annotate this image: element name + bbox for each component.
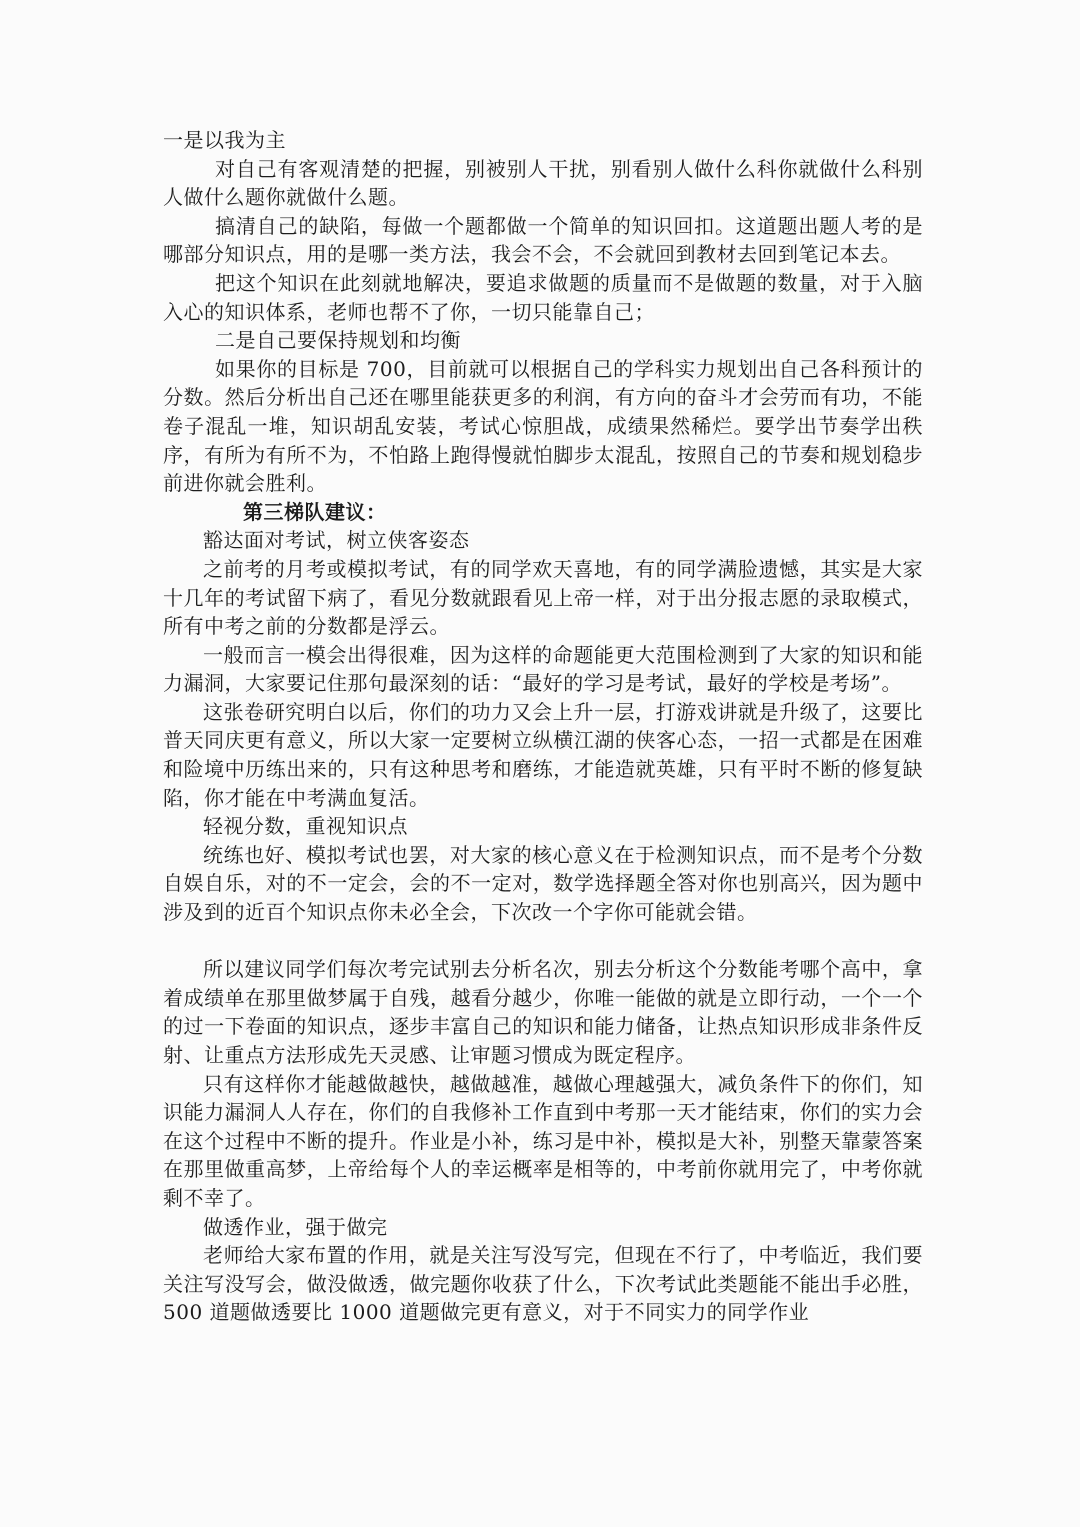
heading-self-first: 一是以我为主 bbox=[163, 128, 286, 152]
subheading-thorough-homework: 做透作业，强于做完 bbox=[203, 1214, 388, 1239]
paragraph: 老师给大家布置的作用，就是关注写没写完，但现在不行了，中考临近，我们要关注写没写会，做没做透，做完题你收获了什么，下次考试此类题能不能出手必胜，500 道题做透要比 1000 道题做完更有意义，对于不同实力的同学作业 bbox=[163, 1243, 923, 1325]
paragraph: 如果你的目标是 700，目前就可以根据自己的学科实力规划出自己各科预计的分数。然后分析出自己还在哪里能获更多的利润，有方向的奋斗才会劳而有功，不能卷子混乱一堆，知识胡乱安装，考试心惊胆战，成绩果然稀烂。要学出节奏学出秩序，有所为有所不为，不怕路上跑得慢就怕脚步太混乱，按照自己的节奏和规划稳步前进你就会胜利。 bbox=[163, 356, 923, 496]
blank-line bbox=[163, 927, 923, 956]
document-body bbox=[163, 126, 923, 1327]
paragraph: 对自己有客观清楚的把握，别被别人干扰，别看别人做什么科你就做什么科别人做什么题你就做什么题。 bbox=[163, 156, 923, 210]
paragraph: 这张卷研究明白以后，你们的功力又会上升一层，打游戏讲就是升级了，这要比普天同庆更有意义，所以大家一定要树立纵横江湖的侠客心态，一招一式都是在困难和险境中历练出来的，只有这种思考和磨练，才能造就英雄，只有平时不断的修复缺陷，你才能在中考满血复活。 bbox=[163, 699, 923, 810]
heading-planning-balance: 二是自己要保持规划和均衡 bbox=[215, 328, 461, 353]
subheading-knowledge-points: 轻视分数，重视知识点 bbox=[203, 814, 408, 839]
paragraph: 只有这样你才能越做越快，越做越准，越做心理越强大，减负条件下的你们，知识能力漏洞人人存在，你们的自我修补工作直到中考那一天才能结束，你们的实力会在这个过程中不断的提升。作业是小补，练习是中补，模拟是大补，别整天靠蒙答案在那里做重高梦，上帝给每个人的幸运概率是相等的，中考前你就用完了，中考你就剩不幸了。 bbox=[163, 1071, 923, 1210]
paragraph: 把这个知识在此刻就地解决，要追求做题的质量而不是做题的数量，对于入脑入心的知识体系，老师也帮不了你，一切只能靠自己； bbox=[163, 270, 923, 324]
section-heading-third-tier: 第三梯队建议： bbox=[243, 499, 387, 524]
paragraph: 搞清自己的缺陷，每做一个题都做一个简单的知识回扣。这道题出题人考的是哪部分知识点，用的是哪一类方法，我会不会，不会就回到教材去回到笔记本去。 bbox=[163, 213, 923, 267]
subheading-face-exams: 豁达面对考试，树立侠客姿态 bbox=[203, 528, 470, 553]
paragraph: 所以建议同学们每次考完试别去分析名次，别去分析这个分数能考哪个高中，拿着成绩单在那里做梦属于自残，越看分越少，你唯一能做的就是立即行动，一个一个的过一下卷面的知识点，逐步丰富自己的知识和能力储备，让热点知识形成非条件反射、让重点方法形成先天灵感、让审题习惯成为既定程序。 bbox=[163, 957, 923, 1067]
paragraph: 统练也好、模拟考试也罢，对大家的核心意义在于检测知识点，而不是考个分数自娱自乐，对的不一定会，会的不一定对，数学选择题全答对你也别高兴，因为题中涉及到的近百个知识点你未必全会，下次改一个字你可能就会错。 bbox=[163, 842, 923, 925]
paragraph: 一般而言一模会出得很难，因为这样的命题能更大范围检测到了大家的知识和能力漏洞，大家要记住那句最深刻的话：“最好的学习是考试，最好的学校是考场”。 bbox=[163, 642, 923, 696]
paragraph: 之前考的月考或模拟考试，有的同学欢天喜地，有的同学满脸遗憾，其实是大家十几年的考试留下病了，看见分数就跟看见上帝一样，对于出分报志愿的录取模式，所有中考之前的分数都是浮云。 bbox=[163, 556, 923, 639]
